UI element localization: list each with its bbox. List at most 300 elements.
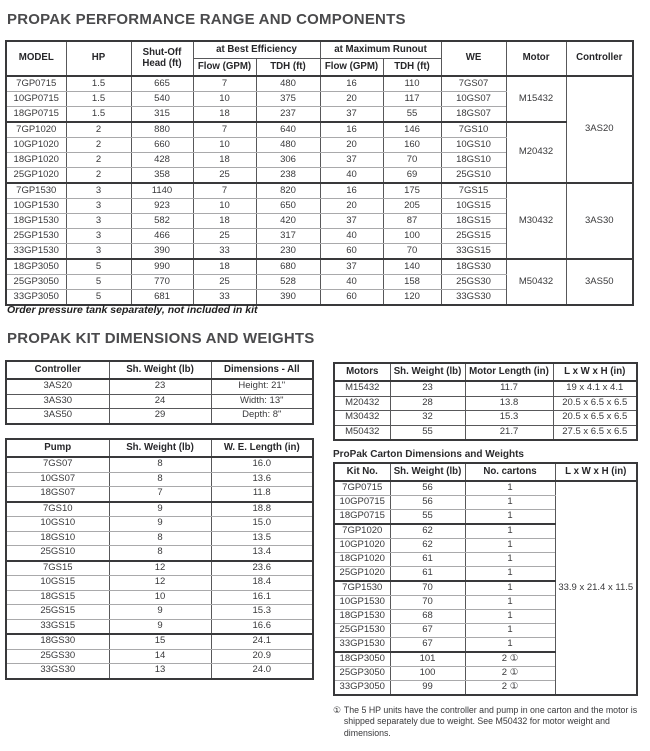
value-cell: 146 — [383, 122, 441, 138]
value-cell: 37 — [320, 107, 383, 123]
value-cell: 923 — [131, 199, 193, 214]
col-header-shutoff-head — [131, 41, 193, 76]
value-cell: 1 — [465, 638, 555, 653]
value-cell: 18 — [193, 153, 256, 168]
pump-row — [6, 590, 313, 605]
value-cell: 1 — [465, 524, 555, 539]
value-cell: 390 — [131, 244, 193, 260]
value-cell: 3 — [66, 229, 131, 244]
col-header-sh-weight: Sh. Weight (lb) — [109, 439, 211, 457]
value-cell: 358 — [131, 168, 193, 184]
value-cell: 230 — [256, 244, 320, 260]
value-cell: 7GS15 — [441, 183, 506, 199]
motor-row — [334, 425, 637, 440]
value-cell: 18.4 — [211, 576, 313, 591]
value-cell: 315 — [131, 107, 193, 123]
value-cell: 540 — [131, 92, 193, 107]
value-cell: 28 — [390, 396, 465, 411]
value-cell: 2 — [66, 168, 131, 184]
motor-row — [334, 381, 637, 396]
value-cell: 33GP3050 — [334, 681, 390, 696]
value-cell: 18GS07 — [441, 107, 506, 123]
value-cell: 18GS30 — [441, 259, 506, 275]
value-cell: 15 — [109, 634, 211, 649]
value-cell: 650 — [256, 199, 320, 214]
value-cell: 13.4 — [211, 546, 313, 561]
value-cell: 5 — [66, 259, 131, 275]
value-cell: 8 — [109, 546, 211, 561]
controller-row — [6, 409, 313, 424]
value-cell: 9 — [109, 502, 211, 517]
value-cell: 1 — [465, 596, 555, 610]
value-cell: 62 — [390, 539, 465, 553]
col-header-lwh: L x W x H (in) — [555, 463, 637, 481]
pump-row — [6, 576, 313, 591]
value-cell: 20.9 — [211, 649, 313, 664]
value-cell: 23.6 — [211, 561, 313, 576]
col-header-motors: Motors — [334, 363, 390, 381]
value-cell: 14 — [109, 649, 211, 664]
value-cell: 25 — [193, 275, 256, 290]
controller-cell: 3AS30 — [566, 183, 633, 259]
pump-row — [6, 472, 313, 487]
controller-row — [6, 379, 313, 394]
col-header-tdh-best: TDH (ft) — [256, 59, 320, 77]
value-cell: 7GP1530 — [334, 581, 390, 596]
value-cell: Depth: 8" — [211, 409, 313, 424]
value-cell: 582 — [131, 214, 193, 229]
carton-dimensions-cell: 33.9 x 21.4 x 11.5 — [555, 481, 637, 695]
value-cell: 18GS15 — [6, 590, 109, 605]
value-cell: 1.5 — [66, 92, 131, 107]
value-cell: 9 — [109, 605, 211, 620]
value-cell: 24.0 — [211, 664, 313, 679]
value-cell: 18GP3050 — [334, 652, 390, 667]
value-cell: 10 — [193, 138, 256, 153]
value-cell: 1 — [465, 567, 555, 582]
value-cell: 67 — [390, 638, 465, 653]
value-cell: 55 — [390, 425, 465, 440]
value-cell: 55 — [383, 107, 441, 123]
section-title-performance: PROPAK PERFORMANCE RANGE AND COMPONENTS — [7, 11, 406, 28]
motor-cell: M20432 — [506, 122, 566, 183]
value-cell: 2 ① — [465, 652, 555, 667]
col-header-model: MODEL — [6, 41, 66, 76]
model-cell: 18GP3050 — [6, 259, 66, 275]
value-cell: 11.7 — [465, 381, 553, 396]
value-cell: 1 — [465, 510, 555, 525]
pump-row — [6, 457, 313, 472]
value-cell: 880 — [131, 122, 193, 138]
carton-row — [334, 481, 637, 496]
pump-header-row — [6, 439, 313, 457]
model-cell: 7GP1530 — [6, 183, 66, 199]
value-cell: 25GS30 — [441, 275, 506, 290]
value-cell: 480 — [256, 138, 320, 153]
value-cell: 7 — [193, 183, 256, 199]
model-cell: 7GP0715 — [6, 76, 66, 92]
value-cell: 9 — [109, 517, 211, 532]
value-cell: 820 — [256, 183, 320, 199]
value-cell: 120 — [383, 290, 441, 306]
motor-cell: M15432 — [506, 76, 566, 122]
value-cell: 56 — [390, 481, 465, 496]
pump-row — [6, 531, 313, 546]
carton-table-title: ProPak Carton Dimensions and Weights — [333, 449, 524, 460]
value-cell: Width: 13" — [211, 394, 313, 409]
value-cell: 10GP0715 — [334, 496, 390, 510]
value-cell: 67 — [390, 624, 465, 638]
value-cell: M15432 — [334, 381, 390, 396]
value-cell: 25 — [193, 229, 256, 244]
value-cell: 62 — [390, 524, 465, 539]
value-cell: 19 x 4.1 x 4.1 — [553, 381, 637, 396]
value-cell: 990 — [131, 259, 193, 275]
value-cell: 25 — [193, 168, 256, 184]
section-title-kit-dimensions: PROPAK KIT DIMENSIONS AND WEIGHTS — [7, 330, 315, 347]
value-cell: 7GS07 — [441, 76, 506, 92]
value-cell: 2 ① — [465, 681, 555, 696]
value-cell: 7 — [109, 487, 211, 502]
value-cell: M30432 — [334, 411, 390, 426]
value-cell: 2 — [66, 138, 131, 153]
value-cell: 70 — [383, 244, 441, 260]
value-cell: 175 — [383, 183, 441, 199]
value-cell: 1 — [465, 610, 555, 624]
value-cell: 18 — [193, 214, 256, 229]
value-cell: 205 — [383, 199, 441, 214]
controller-header-row — [6, 361, 313, 379]
value-cell: 10GS15 — [6, 576, 109, 591]
value-cell: 25GP1530 — [334, 624, 390, 638]
value-cell: 7GP0715 — [334, 481, 390, 496]
performance-header-row-1 — [6, 41, 633, 59]
value-cell: 10GS07 — [6, 472, 109, 487]
value-cell: 10 — [109, 590, 211, 605]
col-header-tdh-runout: TDH (ft) — [383, 59, 441, 77]
value-cell: 56 — [390, 496, 465, 510]
value-cell: 660 — [131, 138, 193, 153]
col-header-max-runout: at Maximum Runout — [320, 41, 441, 59]
value-cell: 18 — [193, 107, 256, 123]
col-header-shutoff-line2: Head (ft) — [142, 57, 182, 69]
value-cell: 100 — [383, 229, 441, 244]
pump-row — [6, 546, 313, 561]
col-header-sh-weight: Sh. Weight (lb) — [390, 363, 465, 381]
value-cell: 24 — [109, 394, 211, 409]
value-cell: 237 — [256, 107, 320, 123]
value-cell: 9 — [109, 619, 211, 634]
value-cell: 640 — [256, 122, 320, 138]
col-header-flow-runout: Flow (GPM) — [320, 59, 383, 77]
value-cell: Height: 21" — [211, 379, 313, 394]
performance-row — [6, 76, 633, 92]
model-cell: 18GP1530 — [6, 214, 66, 229]
footnote-text: The 5 HP units have the controller and pump in one carton and the motor is shipped separately due to weight. See M50432 for motor weight and dimensions. — [343, 705, 638, 738]
col-header-flow-best: Flow (GPM) — [193, 59, 256, 77]
model-cell: 33GP1530 — [6, 244, 66, 260]
col-header-hp: HP — [66, 41, 131, 76]
motor-row — [334, 411, 637, 426]
col-header-we: WE — [441, 41, 506, 76]
model-cell: 25GP1020 — [6, 168, 66, 184]
motors-header-row — [334, 363, 637, 381]
value-cell: 55 — [390, 510, 465, 525]
value-cell: 390 — [256, 290, 320, 306]
col-header-best-efficiency: at Best Efficiency — [193, 41, 320, 59]
value-cell: 18GS30 — [6, 634, 109, 649]
value-cell: 25GS15 — [6, 605, 109, 620]
value-cell: 11.8 — [211, 487, 313, 502]
carton-header-row — [334, 463, 637, 481]
value-cell: 12 — [109, 576, 211, 591]
footnote-marker: ① — [333, 705, 341, 715]
value-cell: 5 — [66, 290, 131, 306]
pressure-tank-note: Order pressure tank separately, not included in kit — [7, 304, 258, 316]
value-cell: 61 — [390, 567, 465, 582]
pump-row — [6, 619, 313, 634]
value-cell: 24.1 — [211, 634, 313, 649]
col-header-pump: Pump — [6, 439, 109, 457]
col-header-controller: Controller — [566, 41, 633, 76]
performance-row — [6, 259, 633, 275]
value-cell: 40 — [320, 275, 383, 290]
value-cell: 16.0 — [211, 457, 313, 472]
value-cell: 110 — [383, 76, 441, 92]
value-cell: 18GS10 — [441, 153, 506, 168]
value-cell: 18GP0715 — [334, 510, 390, 525]
value-cell: 2 — [66, 122, 131, 138]
value-cell: M20432 — [334, 396, 390, 411]
value-cell: 33 — [193, 290, 256, 306]
value-cell: 16 — [320, 76, 383, 92]
model-cell: 33GP3050 — [6, 290, 66, 306]
value-cell: 18 — [193, 259, 256, 275]
value-cell: 20 — [320, 138, 383, 153]
value-cell: 37 — [320, 153, 383, 168]
value-cell: 37 — [320, 259, 383, 275]
model-cell: 25GP3050 — [6, 275, 66, 290]
value-cell: 23 — [109, 379, 211, 394]
value-cell: 40 — [320, 229, 383, 244]
value-cell: 3 — [66, 214, 131, 229]
value-cell: 160 — [383, 138, 441, 153]
value-cell: 70 — [383, 153, 441, 168]
value-cell: 466 — [131, 229, 193, 244]
model-cell: 7GP1020 — [6, 122, 66, 138]
value-cell: 23 — [390, 381, 465, 396]
value-cell: 3 — [66, 183, 131, 199]
col-header-lwh: L x W x H (in) — [553, 363, 637, 381]
col-header-kit-no: Kit No. — [334, 463, 390, 481]
value-cell: 100 — [390, 667, 465, 681]
motor-cell: M30432 — [506, 183, 566, 259]
value-cell: 10GP1020 — [334, 539, 390, 553]
value-cell: 25GS15 — [441, 229, 506, 244]
value-cell: 3AS30 — [6, 394, 109, 409]
model-cell: 18GP0715 — [6, 107, 66, 123]
value-cell: 306 — [256, 153, 320, 168]
value-cell: 1140 — [131, 183, 193, 199]
model-cell: 10GP1530 — [6, 199, 66, 214]
model-cell: 18GP1020 — [6, 153, 66, 168]
value-cell: 528 — [256, 275, 320, 290]
performance-row — [6, 183, 633, 199]
value-cell: 3 — [66, 244, 131, 260]
value-cell: 20 — [320, 92, 383, 107]
controller-dimensions-table — [5, 360, 314, 425]
value-cell: 18GS07 — [6, 487, 109, 502]
performance-row — [6, 122, 633, 138]
controller-cell: 3AS50 — [566, 259, 633, 305]
value-cell: 20.5 x 6.5 x 6.5 — [553, 396, 637, 411]
value-cell: 428 — [131, 153, 193, 168]
value-cell: 7 — [193, 122, 256, 138]
pump-row — [6, 649, 313, 664]
pump-row — [6, 605, 313, 620]
value-cell: 32 — [390, 411, 465, 426]
value-cell: 10GS15 — [441, 199, 506, 214]
motors-table — [333, 362, 638, 441]
value-cell: 8 — [109, 472, 211, 487]
value-cell: 680 — [256, 259, 320, 275]
value-cell: 1 — [465, 539, 555, 553]
value-cell: 33GS15 — [441, 244, 506, 260]
col-header-we-length: W. E. Length (in) — [211, 439, 313, 457]
col-header-motor: Motor — [506, 41, 566, 76]
value-cell: 18GP1020 — [334, 553, 390, 567]
value-cell: 25GS10 — [6, 546, 109, 561]
value-cell: 18GS15 — [441, 214, 506, 229]
motor-row — [334, 396, 637, 411]
performance-table — [5, 40, 634, 306]
value-cell: 7 — [193, 76, 256, 92]
value-cell: 8 — [109, 531, 211, 546]
col-header-controller: Controller — [6, 361, 109, 379]
value-cell: 2 — [66, 153, 131, 168]
value-cell: 1 — [465, 624, 555, 638]
value-cell: 33GS15 — [6, 619, 109, 634]
value-cell: 10GP1530 — [334, 596, 390, 610]
carton-dimensions-table — [333, 462, 638, 696]
col-header-sh-weight: Sh. Weight (lb) — [109, 361, 211, 379]
value-cell: 15.0 — [211, 517, 313, 532]
value-cell: 420 — [256, 214, 320, 229]
value-cell: 20.5 x 6.5 x 6.5 — [553, 411, 637, 426]
value-cell: 480 — [256, 76, 320, 92]
value-cell: 18GS10 — [6, 531, 109, 546]
value-cell: 25GP1020 — [334, 567, 390, 582]
value-cell: 16 — [320, 122, 383, 138]
value-cell: 101 — [390, 652, 465, 667]
motor-cell: M50432 — [506, 259, 566, 305]
value-cell: 40 — [320, 168, 383, 184]
value-cell: 18.8 — [211, 502, 313, 517]
value-cell: 158 — [383, 275, 441, 290]
value-cell: 16.1 — [211, 590, 313, 605]
value-cell: 25GS30 — [6, 649, 109, 664]
col-header-motor-length: Motor Length (in) — [465, 363, 553, 381]
value-cell: 70 — [390, 596, 465, 610]
pump-row — [6, 561, 313, 576]
carton-footnote — [333, 705, 639, 739]
value-cell: 7GS10 — [6, 502, 109, 517]
value-cell: 3AS50 — [6, 409, 109, 424]
col-header-shutoff-line1: Shut-Off — [142, 46, 182, 58]
pump-row — [6, 517, 313, 532]
value-cell: 10GS10 — [441, 138, 506, 153]
value-cell: 13.5 — [211, 531, 313, 546]
pump-row — [6, 487, 313, 502]
value-cell: 37 — [320, 214, 383, 229]
value-cell: 25GP3050 — [334, 667, 390, 681]
value-cell: 10 — [193, 199, 256, 214]
value-cell: 33GS30 — [6, 664, 109, 679]
model-cell: 10GP1020 — [6, 138, 66, 153]
model-cell: 25GP1530 — [6, 229, 66, 244]
col-header-no-cartons: No. cartons — [465, 463, 555, 481]
value-cell: 238 — [256, 168, 320, 184]
value-cell: 770 — [131, 275, 193, 290]
value-cell: 33 — [193, 244, 256, 260]
value-cell: 13.8 — [465, 396, 553, 411]
value-cell: 68 — [390, 610, 465, 624]
value-cell: 8 — [109, 457, 211, 472]
value-cell: 375 — [256, 92, 320, 107]
value-cell: 12 — [109, 561, 211, 576]
value-cell: M50432 — [334, 425, 390, 440]
value-cell: 16.6 — [211, 619, 313, 634]
value-cell: 1 — [465, 481, 555, 496]
pump-row — [6, 502, 313, 517]
value-cell: 21.7 — [465, 425, 553, 440]
value-cell: 10 — [193, 92, 256, 107]
value-cell: 7GS10 — [441, 122, 506, 138]
value-cell: 87 — [383, 214, 441, 229]
value-cell: 10GS10 — [6, 517, 109, 532]
value-cell: 1.5 — [66, 76, 131, 92]
value-cell: 1 — [465, 553, 555, 567]
value-cell: 5 — [66, 275, 131, 290]
value-cell: 27.5 x 6.5 x 6.5 — [553, 425, 637, 440]
value-cell: 69 — [383, 168, 441, 184]
value-cell: 10GS07 — [441, 92, 506, 107]
value-cell: 18GP1530 — [334, 610, 390, 624]
value-cell: 2 ① — [465, 667, 555, 681]
value-cell: 60 — [320, 244, 383, 260]
value-cell: 317 — [256, 229, 320, 244]
value-cell: 665 — [131, 76, 193, 92]
controller-row — [6, 394, 313, 409]
value-cell: 13 — [109, 664, 211, 679]
value-cell: 7GS15 — [6, 561, 109, 576]
value-cell: 7GS07 — [6, 457, 109, 472]
value-cell: 1.5 — [66, 107, 131, 123]
value-cell: 99 — [390, 681, 465, 696]
value-cell: 33GS30 — [441, 290, 506, 306]
col-header-dimensions-all: Dimensions - All — [211, 361, 313, 379]
pump-table — [5, 438, 314, 680]
value-cell: 3 — [66, 199, 131, 214]
value-cell: 70 — [390, 581, 465, 596]
value-cell: 61 — [390, 553, 465, 567]
value-cell: 7GP1020 — [334, 524, 390, 539]
value-cell: 3AS20 — [6, 379, 109, 394]
value-cell: 1 — [465, 496, 555, 510]
value-cell: 117 — [383, 92, 441, 107]
value-cell: 15.3 — [211, 605, 313, 620]
col-header-sh-weight: Sh. Weight (lb) — [390, 463, 465, 481]
